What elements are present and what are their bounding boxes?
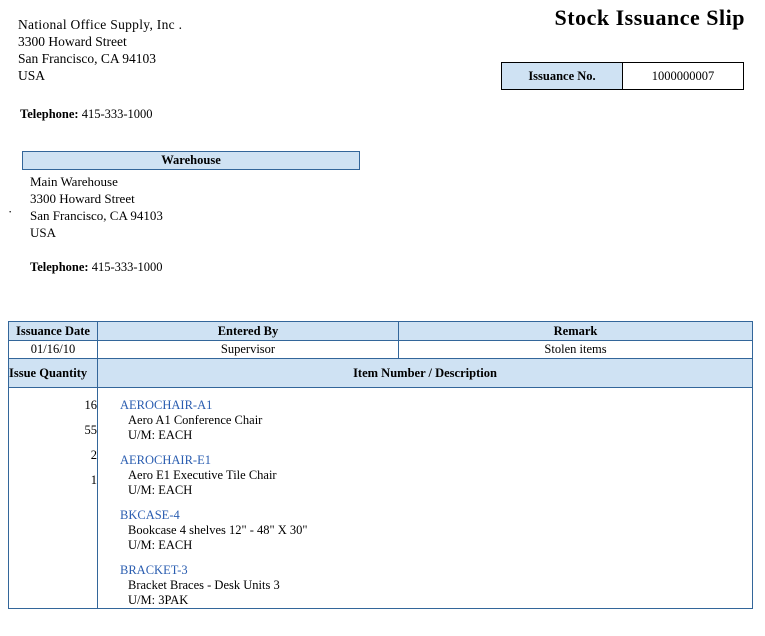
warehouse-header: Warehouse xyxy=(22,151,360,170)
issuance-details-table xyxy=(8,321,753,609)
item-description: Aero E1 Executive Tile Chair xyxy=(128,468,277,482)
warehouse-section xyxy=(0,118,765,288)
item-quantity: 2 xyxy=(90,448,97,462)
item-quantity: 1 xyxy=(90,473,97,487)
item-quantity: 16 xyxy=(84,398,97,412)
header-entered-by: Entered By xyxy=(98,322,399,341)
item-uom: U/M: EACH xyxy=(128,483,193,497)
warehouse-telephone xyxy=(30,260,163,275)
item-uom: U/M: EACH xyxy=(128,538,193,552)
item-code-link[interactable]: BKCASE-4 xyxy=(120,508,180,522)
header-item-number-description: Item Number / Description xyxy=(98,359,753,388)
item-code-link[interactable]: BRACKET-3 xyxy=(120,563,188,577)
company-address-block xyxy=(18,16,182,84)
items-quantity-column xyxy=(9,388,98,609)
warehouse-address-block xyxy=(30,173,163,241)
header-remark: Remark xyxy=(399,322,753,341)
table-items-header-row xyxy=(9,359,753,388)
table-row xyxy=(98,443,752,498)
company-telephone-label: Telephone: xyxy=(20,107,79,121)
company-name: National Office Supply, Inc . xyxy=(18,17,183,32)
warehouse-address-line2: San Francisco, CA 94103 xyxy=(30,208,163,223)
table-row xyxy=(98,553,752,608)
table-items-body-row xyxy=(9,388,753,609)
quantity-list xyxy=(9,388,97,488)
item-code-link[interactable]: AEROCHAIR-E1 xyxy=(120,453,211,467)
warehouse-country: USA xyxy=(30,225,57,240)
table-row xyxy=(98,498,752,553)
item-description: Bracket Braces - Desk Units 3 xyxy=(128,578,280,592)
company-telephone-value: 415-333-1000 xyxy=(81,107,153,121)
item-list xyxy=(98,388,752,608)
table-summary-row xyxy=(9,341,753,359)
page-title: Stock Issuance Slip xyxy=(554,5,745,30)
company-country: USA xyxy=(18,68,46,83)
warehouse-name: Main Warehouse xyxy=(30,174,118,189)
issuance-number-box xyxy=(501,62,744,90)
header-issue-quantity: Issue Quantity xyxy=(9,359,98,388)
table-header-row xyxy=(9,322,753,341)
warehouse-telephone-value: 415-333-1000 xyxy=(91,260,163,274)
item-code-link[interactable]: AEROCHAIR-A1 xyxy=(120,398,213,412)
item-description: Bookcase 4 shelves 12" - 48" X 30" xyxy=(128,523,308,537)
warehouse-telephone-label: Telephone: xyxy=(30,260,89,274)
issuance-number-label: Issuance No. xyxy=(502,63,623,90)
items-detail-column xyxy=(98,388,753,609)
item-description: Aero A1 Conference Chair xyxy=(128,413,263,427)
issuance-number-value: 1000000007 xyxy=(623,63,744,90)
warehouse-address-line1: 3300 Howard Street xyxy=(30,191,135,206)
table-row xyxy=(98,388,752,443)
item-uom: U/M: EACH xyxy=(128,428,193,442)
issuance-number-row xyxy=(502,63,744,90)
value-entered-by: Supervisor xyxy=(98,341,399,359)
document-header xyxy=(0,0,765,121)
header-issuance-date: Issuance Date xyxy=(9,322,98,341)
item-uom: U/M: 3PAK xyxy=(128,593,189,607)
company-address-line1: 3300 Howard Street xyxy=(18,34,127,49)
value-remark: Stolen items xyxy=(399,341,753,359)
bullet-marker: · xyxy=(8,204,13,219)
value-issuance-date: 01/16/10 xyxy=(9,341,98,359)
item-quantity: 55 xyxy=(84,423,97,437)
company-address-line2: San Francisco, CA 94103 xyxy=(18,51,156,66)
